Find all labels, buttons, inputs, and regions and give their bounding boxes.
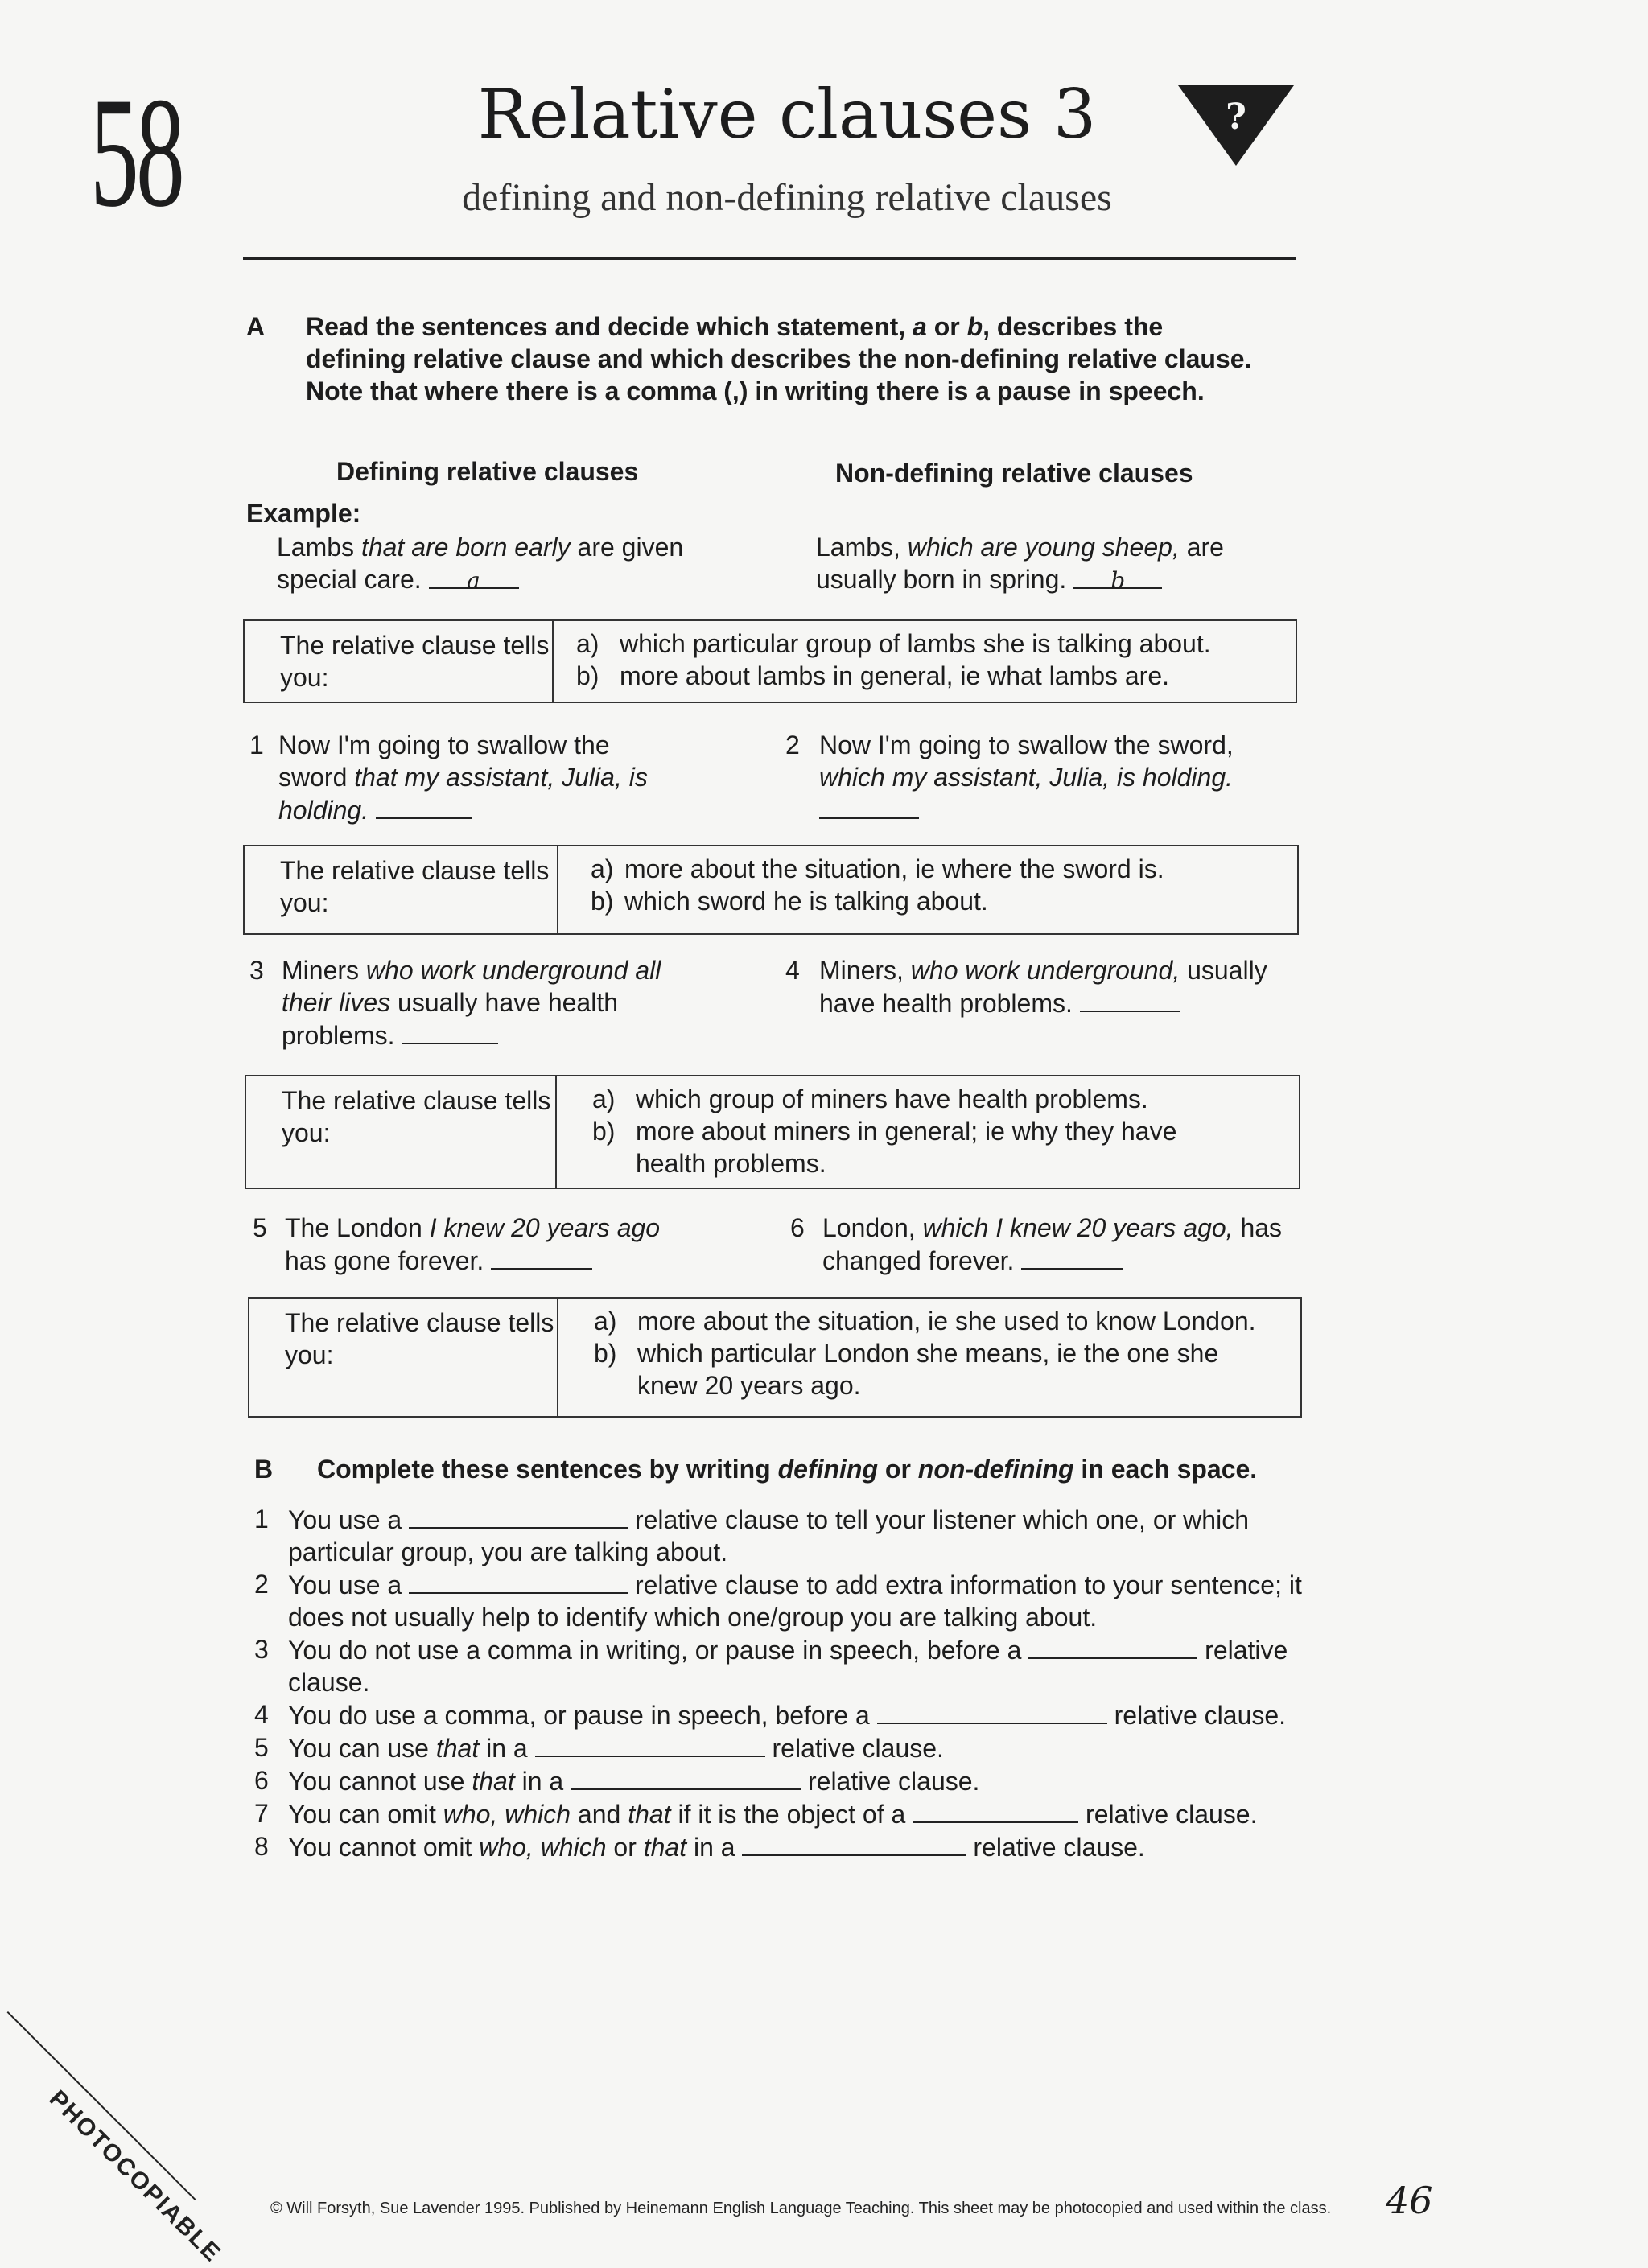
page-title: Relative clauses 3 (477, 75, 1097, 154)
example-label: Example: (246, 499, 361, 528)
box-option-b: which particular London she means, ie the one she knew 20 years ago. (637, 1339, 1219, 1400)
b-blank-1[interactable] (409, 1503, 628, 1529)
b-blank-8[interactable] (742, 1830, 966, 1856)
svg-text:?: ? (1226, 97, 1246, 138)
question-triangle-icon (1178, 82, 1294, 166)
section-a-instruction: Read the sentences and decide which statement, a or b, describes the defining relative clause and which describes the non-defining relative clause. Note that where there is a comma (,) in writing there is a pause in speech. (306, 312, 1252, 405)
b-item-1: 1 You use a relative clause to tell your listener which one, or which particular group, you are talking about. (254, 1504, 1249, 1566)
b-blank-3[interactable] (1028, 1633, 1197, 1659)
b-item-2: 2 You use a relative clause to add extra information to your sentence; it does not usually help to identify which one/group you are talking about. (254, 1570, 1302, 1632)
item-1: 1 Now I'm going to swallow the sword that my assistant, Julia, is holding. (249, 731, 648, 825)
box-option-a: which particular group of lambs she is talking about. (620, 629, 1211, 658)
b-blank-7[interactable] (913, 1797, 1078, 1823)
box-option-a: more about the situation, ie she used to know London. (637, 1307, 1256, 1336)
answer-blank-6[interactable] (1021, 1244, 1123, 1270)
copyright-notice: © Will Forsyth, Sue Lavender 1995. Published by Heinemann English Language Teaching. This sheet may be photocopied and used within the class. (270, 2200, 1332, 2217)
b-blank-2[interactable] (409, 1568, 628, 1594)
b-item-4: 4 You do use a comma, or pause in speech, before a relative clause. (254, 1700, 1287, 1730)
b-blank-6[interactable] (571, 1764, 801, 1790)
b-blank-4[interactable] (877, 1698, 1107, 1724)
box-option-b: more about miners in general; ie why they have health problems. (636, 1117, 1177, 1178)
statement-box-1-2: The relative clause tells you: a) more about the situation, ie where the sword is. b) which sword he is talking about. (243, 845, 1299, 935)
b-item-6: 6 You cannot use that in a relative clause. (254, 1766, 980, 1796)
box-lead-text: The relative clause tells you: (245, 846, 558, 933)
example-answer-b: b (1110, 567, 1126, 594)
example-defining-sentence: Lambs that are born early are given special care. a (277, 533, 684, 594)
column-heading-non-defining: Non-defining relative clauses (835, 459, 1193, 488)
b-item-5: 5 You can use that in a relative clause. (254, 1733, 944, 1763)
answer-blank-1[interactable] (376, 793, 472, 819)
b-item-7: 7 You can omit who, which and that if it is the object of a relative clause. (254, 1799, 1258, 1829)
b-item-8: 8 You cannot omit who, which or that in a relative clause. (254, 1832, 1145, 1862)
b-item-3: 3 You do not use a comma in writing, or pause in speech, before a relative clause. (254, 1635, 1288, 1697)
header-divider (243, 257, 1296, 260)
answer-blank-5[interactable] (491, 1244, 592, 1270)
item-4: 4 Miners, who work underground, usually have health problems. (785, 956, 1267, 1018)
example-non-defining-sentence: Lambs, which are young sheep, are usually born in spring. b (816, 533, 1224, 594)
box-option-a: which group of miners have health problems. (636, 1085, 1148, 1113)
column-heading-defining: Defining relative clauses (336, 457, 639, 486)
statement-box-3-4: The relative clause tells you: a) which group of miners have health problems. b) more about miners in general; ie why they have health problems. (245, 1075, 1300, 1189)
section-b-letter: B (254, 1455, 274, 1484)
section-a-letter: A (246, 312, 266, 341)
answer-blank-4[interactable] (1080, 986, 1180, 1012)
item-5: 5 The London I knew 20 years ago has gone forever. (253, 1213, 661, 1275)
section-b-instruction: Complete these sentences by writing defining or non-defining in each space. (317, 1455, 1258, 1484)
photocopiable-stamp: PHOTOCOPIABLE (43, 2085, 227, 2268)
item-3: 3 Miners who work underground all their lives usually have health problems. (249, 956, 661, 1050)
handwritten-page-number: 46 (1386, 2179, 1433, 2222)
example-answer-a: a (467, 567, 480, 594)
example-statement-box: The relative clause tells you: a) which particular group of lambs she is talking about. b) more about lambs in general, ie what lambs are. (243, 619, 1297, 703)
answer-blank-2[interactable] (819, 793, 919, 819)
statement-box-5-6: The relative clause tells you: a) more about the situation, ie she used to know London. b) which particular London she means, ie the one she knew 20 years ago. (248, 1297, 1302, 1418)
box-option-b: more about lambs in general, ie what lambs are. (620, 661, 1170, 690)
page-subtitle: defining and non-defining relative clauses (462, 176, 1112, 219)
box-option-a: more about the situation, ie where the sword is. (624, 854, 1164, 883)
section-b-list (254, 1503, 1308, 1863)
box-option-b: which sword he is talking about. (624, 887, 988, 916)
box-lead-text: The relative clause tells you: (245, 621, 554, 702)
b-blank-5[interactable] (535, 1731, 765, 1757)
item-6: 6 London, which I knew 20 years ago, has changed forever. (790, 1213, 1283, 1275)
item-2: 2 Now I'm going to swallow the sword, which my assistant, Julia, is holding. (785, 729, 1294, 826)
page-number: 58 (90, 65, 183, 240)
box-lead-text: The relative clause tells you: (249, 1299, 558, 1416)
box-lead-text: The relative clause tells you: (246, 1076, 557, 1188)
corner-divider (7, 2011, 196, 2200)
answer-blank-3[interactable] (402, 1019, 498, 1044)
